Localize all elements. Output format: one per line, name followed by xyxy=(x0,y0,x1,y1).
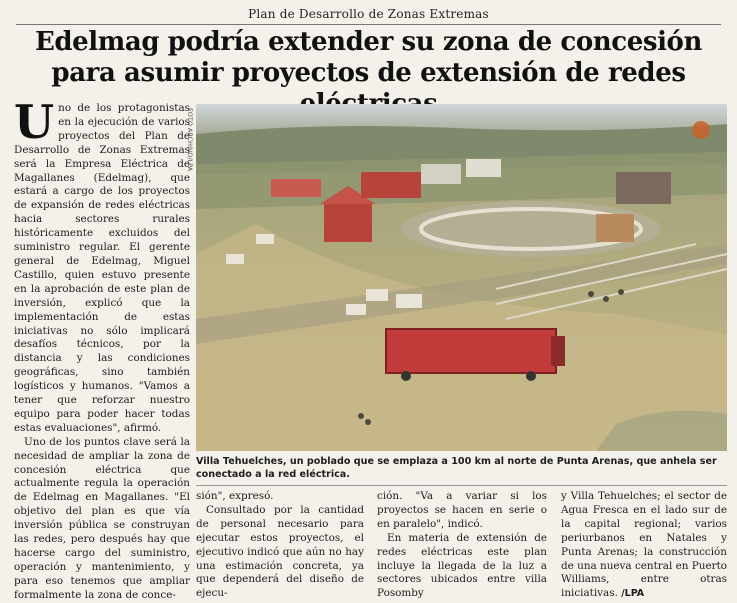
photo-caption: Villa Tehuelches, un poblado que se emplaza a 100 km al norte de Punta Arenas, que anhela ser conectado a la red eléctrica. xyxy=(196,456,717,480)
col2-paragraph-1: sión", expresó. xyxy=(196,490,274,502)
col4-paragraph xyxy=(561,490,727,601)
article-column-3 xyxy=(377,490,547,600)
article-headline: Edelmag podría extender su zona de concesión para asumir proyectos de extensión de redes xyxy=(34,27,703,88)
paragraph-2: Uno de los puntos clave será la necesidad de ampliar la zona de concesión eléctrica que actualmente regula la operación de Edelmag en Magallanes. "El objetivo del plan es que vía inversión pública se construyan las redes, pero después hay que hacerse cargo del suministro, operación y mantenimiento, y para eso tenemos que ampliar formalmente la zona de conce- xyxy=(14,435,190,601)
col3-paragraph-2: En materia de extensión de redes eléctricas este plan incluye la llegada de la luz a sectores ubicados entre villa Posomby xyxy=(377,531,547,600)
col3-paragraph-1: ción. "Va a variar si los proyectos se hacen en serie o en paralelo", indicó. xyxy=(377,490,547,530)
byline-signature: /LPA xyxy=(621,588,645,600)
drop-cap: U xyxy=(14,95,55,149)
article-column-2 xyxy=(196,490,364,600)
article-column-4 xyxy=(561,490,727,600)
paragraph-1 xyxy=(14,95,190,436)
paragraph-1-text: no de los protagonistas en la ejecución de varios proyectos del Plan de Desarrollo de Zonas Extremas será la Empresa Eléctrica de Magallanes (Edelmag), que estará a cargo de los proyectos de expansión de redes eléctricas hacia sectores rurales históricamente excluidos del suministro regular. El gerente general de Edelmag, Miguel Castillo, quien estuvo presente en la aprobación de este plan de inversión, explicó que la implementación de estas iniciativas no sólo implicará desafíos técnicos, por la distancia y las condiciones geográficas, sino también logísticos y humanos. "Vamos a tener que reforzar nuestro equipo para poder hacer todas estas evaluaciones", afirmó. xyxy=(14,102,190,434)
col4-text: y Villa Tehuelches; el sector de Agua Fresca en el lado sur de la capital regional; varios periurbanos en Natales y Punta Arenas; la construcción de una nueva central en Puerto Williams, entre otras iniciativas. xyxy=(561,490,727,600)
article-column-1 xyxy=(14,95,190,601)
photo-credit xyxy=(185,108,195,178)
photo-credit-text: FOTO ARCHIVO/LPA xyxy=(186,108,194,172)
col2-paragraph-2: Consultado por la cantidad de personal necesario para ejecutar estos proyectos, el ejecutivo indicó que aún no hay una estimación concreta, ya que dependerá del diseño de ejecu- xyxy=(196,503,364,600)
article-photo xyxy=(196,104,727,451)
section-kicker: Plan de Desarrollo de Zonas Extremas xyxy=(248,7,489,21)
caption-rule xyxy=(196,485,727,486)
aerial-village-illustration xyxy=(196,104,727,451)
kicker-rule xyxy=(16,24,721,25)
